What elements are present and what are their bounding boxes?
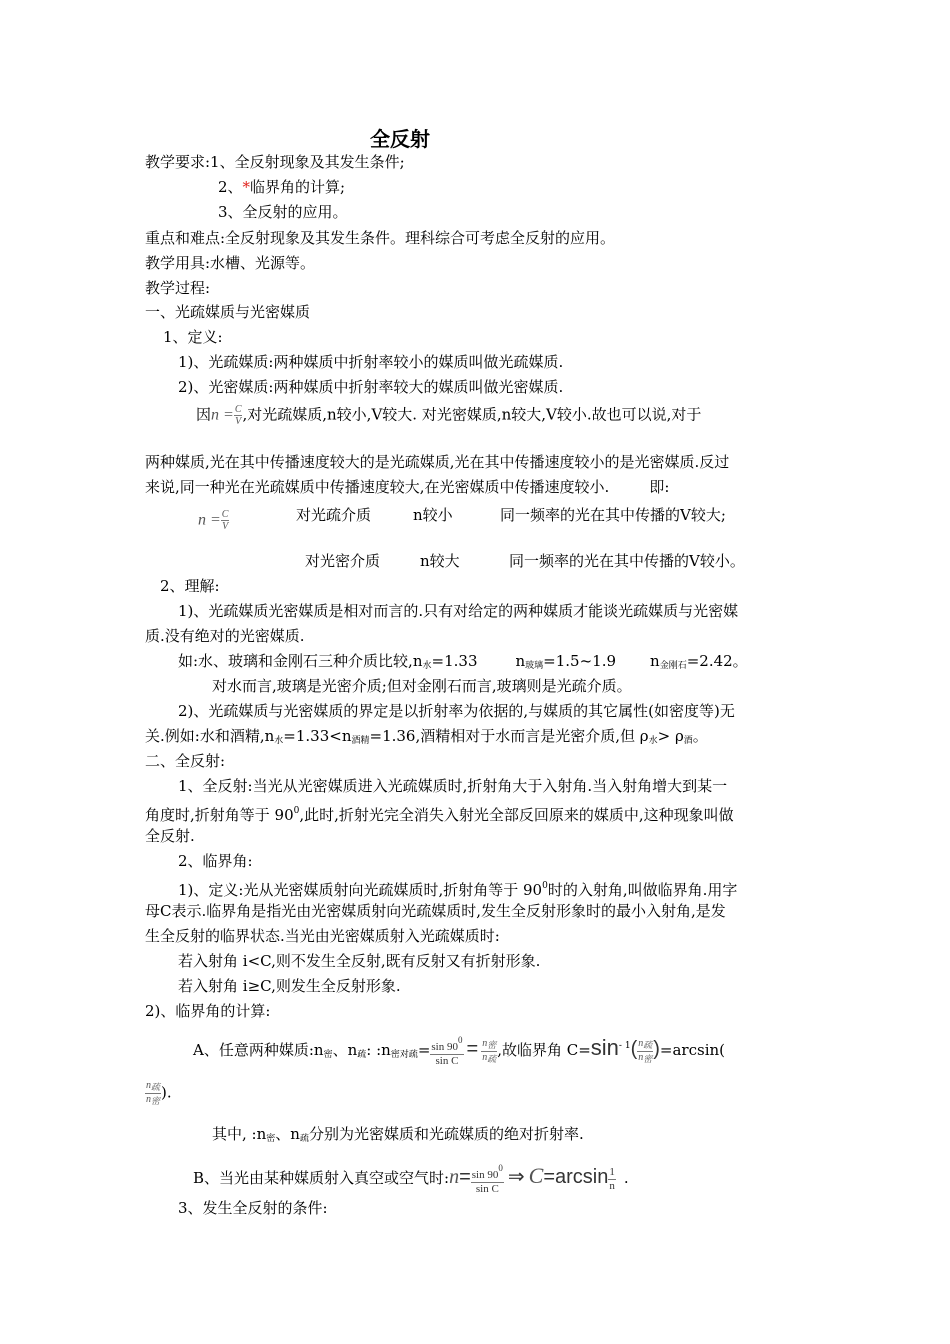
formula-n-cv <box>198 509 229 532</box>
because-line <box>196 404 701 427</box>
teaching-tools-line: 教学用具:水槽、光源等。 <box>145 254 316 272</box>
page-title: 全反射 <box>370 127 430 151</box>
glass-n: n <box>515 652 526 670</box>
comparison-row-1-n: n较小 <box>413 506 453 524</box>
b-deg: 0 <box>498 1163 503 1173</box>
a-prefix: A、任意两种媒质:n <box>193 1041 324 1059</box>
understanding-1-line-1: 1)、光疏媒质光密媒质是相对而言的.只有对给定的两种媒质才能谈光疏媒质与光密媒 <box>178 602 739 620</box>
a-nmi-2: n <box>638 1051 644 1063</box>
b-sinc: sin C <box>475 1183 499 1195</box>
where-sep: 、n <box>275 1125 300 1143</box>
formula-b-line <box>193 1162 629 1196</box>
a-sinc: sin C <box>435 1055 459 1067</box>
degree-sup: 0 <box>293 806 300 816</box>
und2-n: n <box>264 727 275 745</box>
understanding-1-line-2: 质.没有绝对的光密媒质. <box>145 627 305 645</box>
a-nmi-sub-3: 密 <box>151 1096 161 1106</box>
b-sin90-over-sinc <box>471 1162 504 1196</box>
und2-mid: =1.33<n <box>283 727 352 745</box>
comparison-row-2-medium: 对光密介质 <box>305 552 381 570</box>
a-nmi-sub: 密 <box>487 1039 497 1050</box>
where-line <box>212 1124 584 1149</box>
formula-c-over-v-2 <box>221 509 230 532</box>
definition-heading: 1、定义: <box>163 328 223 346</box>
a-sin-inverse: sin <box>590 1035 619 1060</box>
diamond-n: n <box>650 652 660 670</box>
where-shu-sub: 疏 <box>299 1134 309 1144</box>
formula-n: n = <box>211 406 234 424</box>
tr-line2-a: 角度时,折射角等于 90 <box>145 806 294 824</box>
a-nmi-3: n <box>146 1094 151 1105</box>
glass-value: =1.5~1.9 <box>543 652 617 670</box>
a-mi-sub: 密 <box>323 1050 333 1060</box>
a-colon: : :n <box>366 1041 391 1059</box>
a-lparen: ( <box>630 1038 638 1060</box>
critical-definition-line-1 <box>178 876 737 900</box>
und2-prefix: 关.例如:水和酒精, <box>145 727 265 745</box>
a-eq: = <box>417 1041 431 1059</box>
understanding-2-line-2 <box>145 726 708 751</box>
a-deg: 0 <box>458 1035 463 1045</box>
a-nmi-sub-2: 密 <box>643 1053 653 1064</box>
a-sep: 、n <box>332 1041 358 1059</box>
total-reflection-line-1: 1、全反射:当光从光密媒质进入光疏媒质时,折射角大于入射角.当入射角增大到某一 <box>178 777 728 795</box>
n-shu-over-n-mi-2 <box>145 1080 161 1107</box>
b-arcsin: =arcsin <box>543 1166 609 1188</box>
critical-angle-heading: 2、临界角: <box>178 852 253 870</box>
critical-definition-line-2: 母C表示.临界角是指光由光密媒质射向光疏媒质时,发生全反射形象时的最小入射角,是发 <box>145 902 726 920</box>
paragraph-line-2-text: 来说,同一种光在光疏媒质中传播速度较大,在光密媒质中传播速度较小. <box>145 478 610 496</box>
und2-rho-alcohol-sub: 酒 <box>683 736 693 746</box>
a-tail: =arcsin( <box>659 1041 726 1059</box>
a-nmi: n <box>482 1037 488 1049</box>
a-wrap-end: ). <box>161 1083 172 1102</box>
conditions-heading: 3、发生全反射的条件: <box>178 1199 328 1217</box>
where-mi-sub: 密 <box>266 1134 276 1144</box>
b-implies: ⇒ <box>507 1166 525 1188</box>
a-nshu-sub-3: 疏 <box>151 1082 161 1092</box>
where-prefix: 其中, :n <box>212 1125 267 1143</box>
because-prefix: 因 <box>196 405 212 424</box>
a-nshu-sub-2: 疏 <box>643 1039 653 1050</box>
definition-2: 2)、光密媒质:两种媒质中折射率较大的媒质叫做光密媒质. <box>178 378 564 396</box>
teaching-requirement-line-2 <box>218 177 345 197</box>
paragraph-line-1: 两种媒质,光在其中传播速度较大的是光疏媒质,光在其中传播速度较小的是光密媒质.反过 <box>145 453 730 471</box>
formula-a-continuation <box>145 1080 172 1107</box>
critical-definition-line-3: 生全反射的临界状态.当光由光密媒质射入光疏媒质时: <box>145 927 500 945</box>
total-reflection-line-3: 全反射. <box>145 827 195 845</box>
a-sin90: sin 90 <box>431 1041 458 1053</box>
a-nshu: n <box>482 1051 488 1063</box>
b-one-over-n <box>608 1166 616 1193</box>
definition-1: 1)、光疏媒质:两种媒质中折射率较小的媒质叫做光疏媒质. <box>178 353 564 371</box>
formula-v: V <box>235 416 242 427</box>
example-line <box>178 651 748 676</box>
calculation-heading: 2)、临界角的计算: <box>145 1002 271 1020</box>
item-number: 2、 <box>218 178 243 196</box>
formula-c-2: C <box>221 509 229 520</box>
a-nshu-sub: 疏 <box>487 1053 497 1064</box>
b-one: 1 <box>609 1165 615 1178</box>
b-n: n <box>449 1166 460 1188</box>
b-eq: = <box>459 1166 471 1188</box>
a-relative-sub: 密对疏 <box>390 1050 418 1060</box>
comparison-row-1-medium: 对光疏介质 <box>296 506 372 524</box>
a-text: ,故临界角 C= <box>497 1041 591 1059</box>
b-sin90: sin 90 <box>471 1169 499 1181</box>
water-value: =1.33 <box>431 652 478 670</box>
und2-rho-water-sub: 水 <box>648 736 658 746</box>
a-eq2: = <box>466 1038 479 1060</box>
total-reflection-line-2 <box>145 801 734 825</box>
glass-sub: 玻璃 <box>525 661 544 671</box>
because-text: ,对光疏媒质,n较小,V较大. 对光密媒质,n较大,V较小.故也可以说,对于 <box>242 405 702 424</box>
a-nshu-2: n <box>638 1037 644 1049</box>
teaching-requirement-line-3: 3、全反射的应用。 <box>218 203 348 221</box>
condition-b: 若入射角 i≥C,则发生全反射形象. <box>178 977 401 995</box>
b-nn: n <box>609 1179 615 1192</box>
comparison-row-2-v: 同一频率的光在其中传播的V较小。 <box>509 552 745 570</box>
und2-gt: > ρ <box>657 727 684 745</box>
section-2-heading: 二、全反射: <box>145 752 226 770</box>
n-shu-over-n-mi <box>637 1038 653 1065</box>
key-points-line: 重点和难点:全反射现象及其发生条件。理科综合可考虑全反射的应用。 <box>145 229 616 247</box>
formula-c: C <box>234 404 242 415</box>
und2-mid2: =1.36,酒精相对于水而言是光密介质,但 ρ <box>369 727 649 745</box>
understanding-2-line-1: 2)、光疏媒质与光密媒质的界定是以折射率为依据的,与媒质的其它属性(如密度等)无 <box>178 702 735 720</box>
und2-alcohol-sub: 酒精 <box>351 736 370 746</box>
crit-degree-sup: 0 <box>542 881 548 891</box>
comparison-row-2-n: n较大 <box>420 552 460 570</box>
tr-line2-b: ,此时,折射光完全消失入射光全部反回原来的媒质中,这种现象叫做 <box>299 806 734 824</box>
diamond-value: =2.42。 <box>686 652 748 670</box>
water-sub: 水 <box>422 661 432 671</box>
sin90-over-sinc <box>430 1034 463 1068</box>
und2-end: 。 <box>692 727 708 745</box>
teaching-requirement-line-1: 教学要求:1、全反射现象及其发生条件; <box>145 153 405 171</box>
und2-water-sub: 水 <box>274 736 284 746</box>
example-conclusion: 对水而言,玻璃是光密介质;但对金刚石而言,玻璃则是光疏介质。 <box>212 677 632 695</box>
a-inverse-sup: - 1 <box>618 1041 631 1051</box>
example-prefix: 如:水、玻璃和金刚石三种介质比较, <box>178 652 413 670</box>
crit-a: 1)、定义:光从光密媒质射向光疏媒质时,折射角等于 90 <box>178 881 543 899</box>
paragraph-line-2 <box>145 477 669 497</box>
water-n: n <box>412 652 423 670</box>
a-nshu-3: n <box>146 1080 151 1091</box>
understanding-heading: 2、理解: <box>160 577 220 595</box>
diamond-sub: 金刚石 <box>659 661 687 671</box>
ji-label: 即: <box>649 478 670 496</box>
b-prefix: B、当光由某种媒质射入真空或空气时: <box>193 1169 450 1187</box>
comparison-row-1-v: 同一频率的光在其中传播的V较大; <box>500 506 726 524</box>
b-dot: . <box>623 1169 629 1187</box>
formula-a-line <box>193 1034 725 1068</box>
condition-a: 若入射角 i<C,则不发生全反射,既有反射又有折射形象. <box>178 952 541 970</box>
teaching-process-line: 教学过程: <box>145 279 211 297</box>
formula-v-2: V <box>222 521 229 532</box>
a-shu-sub: 疏 <box>357 1050 367 1060</box>
n-mi-over-n-shu <box>481 1038 497 1065</box>
star-mark: * <box>242 178 251 196</box>
item-text: 临界角的计算; <box>250 178 346 196</box>
b-c: C <box>528 1163 544 1188</box>
where-text: 分别为光密媒质和光疏媒质的绝对折射率. <box>308 1125 584 1143</box>
formula-n-2: n = <box>198 511 221 529</box>
a-rparen: ) <box>653 1038 660 1060</box>
section-1-heading: 一、光疏媒质与光密媒质 <box>145 303 311 321</box>
crit-b: 时的入射角,叫做临界角.用字 <box>547 881 738 899</box>
